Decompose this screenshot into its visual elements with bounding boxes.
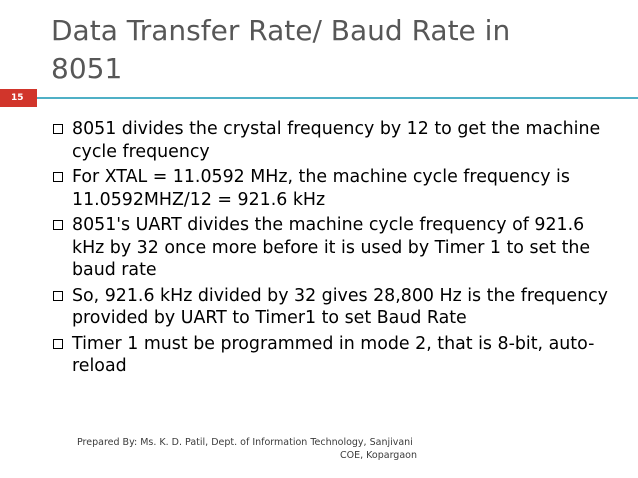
square-bullet-icon — [53, 291, 63, 301]
bullet-text: 8051's UART divides the machine cycle frequency of 921.6 kHz by 32 once more before it is used by Timer 1 to set the baud rate — [72, 215, 591, 280]
bullet-text: 8051 divides the crystal frequency by 12 to get the machine cycle frequency — [72, 119, 601, 162]
bullet-text: For XTAL = 11.0592 MHz, the machine cycle frequency is 11.0592MHZ/12 = 921.6 kHz — [72, 167, 570, 210]
footer-author: Prepared By: Ms. K. D. Patil, Dept. of Information Technology, Sanjivani — [77, 437, 413, 448]
title-divider — [37, 97, 638, 99]
bullet-item — [53, 166, 613, 211]
square-bullet-icon — [53, 220, 63, 230]
footer-institution: COE, Kopargaon — [340, 450, 417, 461]
square-bullet-icon — [53, 339, 63, 349]
bullet-item — [53, 333, 613, 378]
bullet-text: So, 921.6 kHz divided by 32 gives 28,800 Hz is the frequency provided by UART to Timer1 to set Baud Rate — [72, 285, 608, 328]
slide-number: 15 — [11, 93, 24, 103]
slide-number-badge — [0, 89, 37, 107]
bullet-item — [53, 285, 613, 330]
bullet-text: Timer 1 must be programmed in mode 2, that is 8-bit, auto-reload — [72, 333, 595, 376]
square-bullet-icon — [53, 172, 63, 182]
footer — [77, 436, 417, 462]
bullet-list — [53, 118, 613, 381]
bullet-item — [53, 118, 613, 163]
bullet-item — [53, 214, 613, 282]
slide-title: Data Transfer Rate/ Baud Rate in 8051 — [51, 14, 511, 85]
square-bullet-icon — [53, 124, 63, 134]
